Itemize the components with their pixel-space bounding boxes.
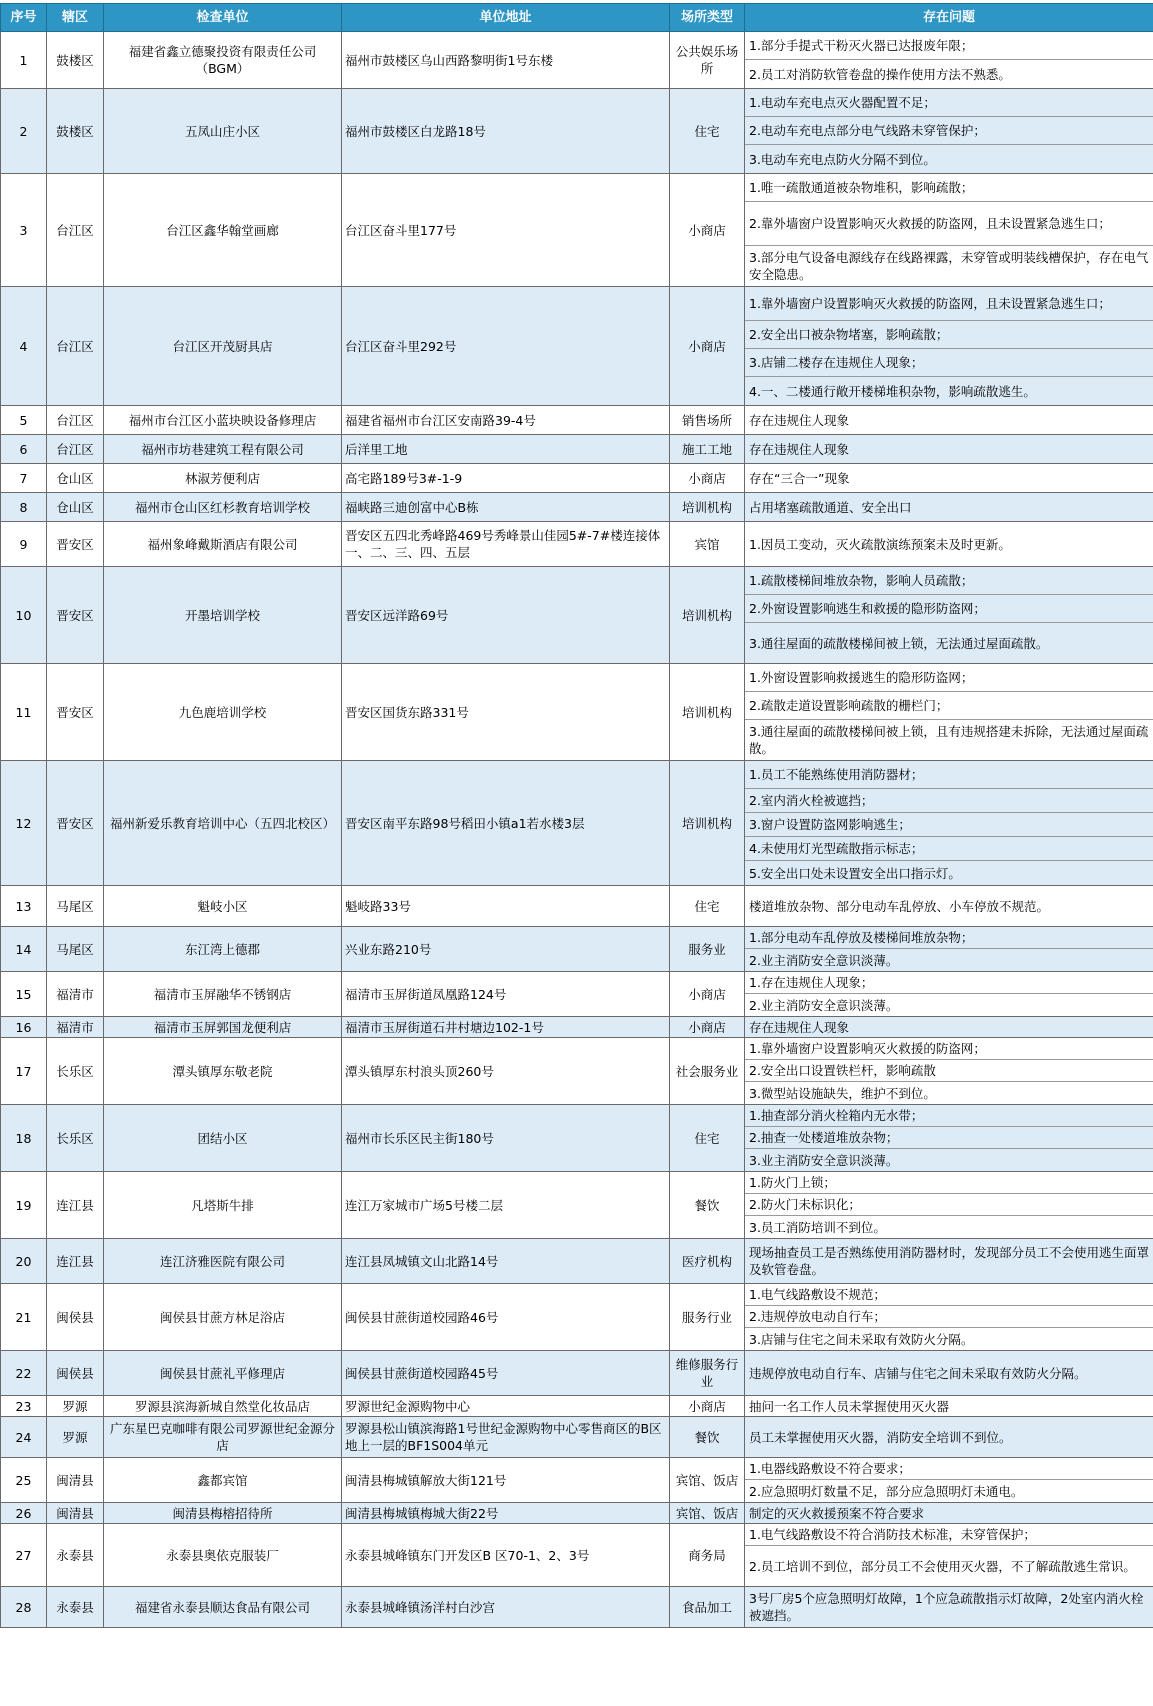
issues-cell	[745, 927, 1153, 972]
address-cell: 福州市长乐区民主街180号	[342, 1105, 670, 1172]
unit-cell: 福清市玉屏郭国龙便利店	[104, 1017, 342, 1038]
unit-cell: 福建省永泰县顺达食品有限公司	[104, 1587, 342, 1628]
unit-cell: 罗源县滨海新城自然堂化妆品店	[104, 1396, 342, 1417]
unit-cell: 开墨培训学校	[104, 567, 342, 664]
header-unit: 检查单位	[104, 4, 342, 32]
header-row	[1, 4, 1153, 32]
issue-line: 3.通往屋面的疏散楼梯间被上锁，且有违规搭建未拆除，无法通过屋面疏散。	[749, 724, 1149, 756]
district-cell: 晋安区	[47, 664, 104, 761]
issue-line: 3.微型站设施缺失，维护不到位。	[749, 1085, 936, 1101]
issue-line: 违规停放电动自行车、店铺与住宅之间未采取有效防火分隔。	[749, 1365, 1087, 1381]
type-cell: 食品加工	[670, 1587, 745, 1628]
unit-cell: 台江区开茂厨具店	[104, 287, 342, 406]
type-cell: 服务业	[670, 927, 745, 972]
issue-line: 5.安全出口处未设置安全出口指示灯。	[749, 865, 961, 881]
issues-cell	[745, 1458, 1153, 1503]
header-type: 场所类型	[670, 4, 745, 32]
issue-line: 制定的灭火救援预案不符合要求	[749, 1505, 925, 1521]
issue-line: 2.业主消防安全意识淡薄。	[749, 952, 899, 968]
district-cell: 罗源	[47, 1396, 104, 1417]
issues-cell	[745, 287, 1153, 406]
address-cell: 罗源世纪金源购物中心	[342, 1396, 670, 1417]
unit-cell: 鑫都宾馆	[104, 1458, 342, 1503]
district-cell: 鼓楼区	[47, 32, 104, 89]
table-row	[1, 1284, 1153, 1351]
issue-line: 存在“三合一”现象	[749, 470, 850, 486]
type-cell: 医疗机构	[670, 1239, 745, 1284]
address-cell: 闽清县梅城镇梅城大街22号	[342, 1503, 670, 1524]
table-row	[1, 493, 1153, 522]
district-cell: 连江县	[47, 1239, 104, 1284]
issue-line: 1.靠外墙窗户设置影响灭火救援的防盗网；	[745, 1038, 1153, 1060]
issue-line: 1.防火门上锁；	[745, 1172, 1153, 1194]
unit-cell: 闽侯县甘蔗礼平修理店	[104, 1351, 342, 1396]
issues-cell	[745, 1503, 1153, 1524]
unit-cell: 闽侯县甘蔗方林足浴店	[104, 1284, 342, 1351]
issue-line: 楼道堆放杂物、部分电动车乱停放、小车停放不规范。	[749, 898, 1050, 914]
type-cell: 培训机构	[670, 493, 745, 522]
issue-line: 2.应急照明灯数量不足，部分应急照明灯未通电。	[749, 1483, 1024, 1499]
issue-line: 3.部分电气设备电源线存在线路裸露，未穿管或明装线槽保护，存在电气安全隐患。	[749, 250, 1149, 282]
address-cell: 晋安区五四北秀峰路469号秀峰景山佳园5#-7#楼连接体一、二、三、四、五层	[342, 522, 670, 567]
issues-cell	[745, 761, 1153, 886]
issue-line: 3.业主消防安全意识淡薄。	[749, 1152, 899, 1168]
table-row	[1, 464, 1153, 493]
unit-cell: 潭头镇厚东敬老院	[104, 1038, 342, 1105]
type-cell: 公共娱乐场所	[670, 32, 745, 89]
table-row	[1, 1017, 1153, 1038]
district-cell: 闽清县	[47, 1503, 104, 1524]
issues-cell	[745, 174, 1153, 287]
unit-cell: 五凤山庄小区	[104, 89, 342, 174]
address-cell: 晋安区国货东路331号	[342, 664, 670, 761]
type-cell: 宾馆	[670, 522, 745, 567]
table-row	[1, 287, 1153, 406]
issues-cell	[745, 664, 1153, 761]
issues-cell	[745, 567, 1153, 664]
address-cell: 福清市玉屏街道石井村塘边102-1号	[342, 1017, 670, 1038]
issue-line: 3号厂房5个应急照明灯故障，1个应急疏散指示灯故障，2处室内消火栓被遮挡。	[749, 1591, 1144, 1623]
issues-cell	[745, 1105, 1153, 1172]
unit-cell: 东江湾上德郡	[104, 927, 342, 972]
issue-line: 1.疏散楼梯间堆放杂物，影响人员疏散；	[745, 567, 1153, 595]
type-cell: 服务行业	[670, 1284, 745, 1351]
row-number: 2	[1, 89, 47, 174]
district-cell: 晋安区	[47, 522, 104, 567]
address-cell: 潭头镇厚东村浪头顶260号	[342, 1038, 670, 1105]
issue-line: 3.电动车充电点防火分隔不到位。	[749, 151, 936, 167]
address-cell: 永泰县城峰镇东门开发区B 区70-1、2、3号	[342, 1524, 670, 1587]
issues-cell	[745, 32, 1153, 89]
issue-line: 4.未使用灯光型疏散指示标志；	[745, 837, 1153, 861]
row-number: 24	[1, 1417, 47, 1458]
district-cell: 闽清县	[47, 1458, 104, 1503]
unit-cell: 福州市仓山区红杉教育培训学校	[104, 493, 342, 522]
table-row	[1, 522, 1153, 567]
row-number: 20	[1, 1239, 47, 1284]
issue-line: 2.靠外墙窗户设置影响灭火救援的防盗网，且未设置紧急逃生口；	[745, 202, 1153, 246]
type-cell: 小商店	[670, 1396, 745, 1417]
issue-line: 3.通往屋面的疏散楼梯间被上锁，无法通过屋面疏散。	[749, 635, 1049, 651]
type-cell: 小商店	[670, 972, 745, 1017]
district-cell: 罗源	[47, 1417, 104, 1458]
type-cell: 社会服务业	[670, 1038, 745, 1105]
table-row	[1, 435, 1153, 464]
table-row	[1, 1458, 1153, 1503]
issues-cell	[745, 406, 1153, 435]
issues-cell	[745, 1524, 1153, 1587]
row-number: 19	[1, 1172, 47, 1239]
unit-cell: 凡塔斯牛排	[104, 1172, 342, 1239]
issue-line: 抽问一名工作人员未掌握使用灭火器	[749, 1398, 950, 1414]
address-cell: 永泰县城峰镇汤洋村白沙宫	[342, 1587, 670, 1628]
district-cell: 闽侯县	[47, 1351, 104, 1396]
type-cell: 宾馆、饭店	[670, 1503, 745, 1524]
issue-line: 1.电器线路敷设不符合要求；	[745, 1458, 1153, 1480]
unit-cell: 福州市台江区小蓝块映设备修理店	[104, 406, 342, 435]
issue-line: 1.唯一疏散通道被杂物堆积，影响疏散；	[745, 174, 1153, 202]
district-cell: 福清市	[47, 1017, 104, 1038]
header-no: 序号	[1, 4, 47, 32]
issues-cell	[745, 886, 1153, 927]
table-row	[1, 406, 1153, 435]
type-cell: 餐饮	[670, 1417, 745, 1458]
unit-cell: 林淑芳便利店	[104, 464, 342, 493]
district-cell: 台江区	[47, 406, 104, 435]
issues-cell	[745, 1038, 1153, 1105]
issues-cell	[745, 493, 1153, 522]
issue-line: 2.安全出口设置铁栏杆，影响疏散	[745, 1060, 1153, 1082]
issue-line: 3.员工消防培训不到位。	[749, 1219, 886, 1235]
issue-line: 1.靠外墙窗户设置影响灭火救援的防盗网，且未设置紧急逃生口；	[745, 287, 1153, 321]
district-cell: 马尾区	[47, 927, 104, 972]
district-cell: 晋安区	[47, 567, 104, 664]
issues-cell	[745, 1587, 1153, 1628]
type-cell: 餐饮	[670, 1172, 745, 1239]
table-row	[1, 927, 1153, 972]
row-number: 3	[1, 174, 47, 287]
district-cell: 晋安区	[47, 761, 104, 886]
table-row	[1, 1524, 1153, 1587]
row-number: 10	[1, 567, 47, 664]
unit-cell: 福州象峰戴斯酒店有限公司	[104, 522, 342, 567]
table-row	[1, 972, 1153, 1017]
issue-line: 1.部分手提式干粉灭火器已达报废年限；	[745, 32, 1153, 60]
header-issues: 存在问题	[745, 4, 1153, 32]
unit-cell: 福建省鑫立德聚投资有限责任公司（BGM）	[104, 32, 342, 89]
district-cell: 长乐区	[47, 1105, 104, 1172]
row-number: 7	[1, 464, 47, 493]
row-number: 5	[1, 406, 47, 435]
table-row	[1, 1038, 1153, 1105]
type-cell: 住宅	[670, 1105, 745, 1172]
header-district: 辖区	[47, 4, 104, 32]
issue-line: 1.部分电动车乱停放及楼梯间堆放杂物；	[745, 927, 1153, 949]
table-row	[1, 664, 1153, 761]
row-number: 12	[1, 761, 47, 886]
issue-line: 2.电动车充电点部分电气线路未穿管保护；	[745, 117, 1153, 145]
type-cell: 维修服务行业	[670, 1351, 745, 1396]
table-body	[1, 32, 1153, 1628]
district-cell: 台江区	[47, 174, 104, 287]
table-row	[1, 1239, 1153, 1284]
row-number: 6	[1, 435, 47, 464]
issues-cell	[745, 1396, 1153, 1417]
issues-cell	[745, 1172, 1153, 1239]
issue-line: 存在违规住人现象	[749, 412, 850, 428]
row-number: 17	[1, 1038, 47, 1105]
issue-line: 2.员工培训不到位，部分员工不会使用灭火器，不了解疏散逃生常识。	[749, 1558, 1136, 1574]
type-cell: 小商店	[670, 174, 745, 287]
row-number: 9	[1, 522, 47, 567]
unit-cell: 福州市坊巷建筑工程有限公司	[104, 435, 342, 464]
table-row	[1, 1587, 1153, 1628]
row-number: 28	[1, 1587, 47, 1628]
issue-line: 2.防火门未标识化；	[745, 1194, 1153, 1216]
address-cell: 兴业东路210号	[342, 927, 670, 972]
address-cell: 连江县凤城镇文山北路14号	[342, 1239, 670, 1284]
issue-line: 2.抽查一处楼道堆放杂物；	[745, 1127, 1153, 1149]
address-cell: 福清市玉屏街道凤凰路124号	[342, 972, 670, 1017]
issue-line: 占用堵塞疏散通道、安全出口	[749, 499, 912, 515]
table-row	[1, 1105, 1153, 1172]
address-cell: 福峡路三迪创富中心B栋	[342, 493, 670, 522]
type-cell: 小商店	[670, 464, 745, 493]
row-number: 27	[1, 1524, 47, 1587]
table-row	[1, 89, 1153, 174]
type-cell: 培训机构	[670, 664, 745, 761]
district-cell: 福清市	[47, 972, 104, 1017]
issue-line: 4.一、二楼通行敞开楼梯堆积杂物，影响疏散逃生。	[749, 383, 1036, 399]
table-row	[1, 1172, 1153, 1239]
issues-cell	[745, 435, 1153, 464]
unit-cell: 福清市玉屏融华不锈钢店	[104, 972, 342, 1017]
unit-cell: 永泰县奥依克服装厂	[104, 1524, 342, 1587]
issues-cell	[745, 1284, 1153, 1351]
issue-line: 2.疏散走道设置影响疏散的栅栏门；	[745, 692, 1153, 720]
address-cell: 台江区奋斗里177号	[342, 174, 670, 287]
type-cell: 培训机构	[670, 761, 745, 886]
table-row	[1, 761, 1153, 886]
type-cell: 商务局	[670, 1524, 745, 1587]
table-row	[1, 1396, 1153, 1417]
row-number: 14	[1, 927, 47, 972]
row-number: 26	[1, 1503, 47, 1524]
issue-line: 3.店铺二楼存在违规住人现象；	[745, 349, 1153, 377]
row-number: 4	[1, 287, 47, 406]
unit-cell: 团结小区	[104, 1105, 342, 1172]
address-cell: 魁岐路33号	[342, 886, 670, 927]
type-cell: 住宅	[670, 89, 745, 174]
issue-line: 1.存在违规住人现象；	[745, 972, 1153, 994]
issue-line: 1.电动车充电点灭火器配置不足；	[745, 89, 1153, 117]
type-cell: 施工工地	[670, 435, 745, 464]
type-cell: 宾馆、饭店	[670, 1458, 745, 1503]
issue-line: 1.电气线路敷设不符合消防技术标准，未穿管保护；	[745, 1524, 1153, 1546]
address-cell: 高宅路189号3#-1-9	[342, 464, 670, 493]
address-cell: 连江万家城市广场5号楼二层	[342, 1172, 670, 1239]
issue-line: 现场抽查员工是否熟练使用消防器材时，发现部分员工不会使用逃生面罩及软管卷盘。	[749, 1245, 1150, 1277]
row-number: 16	[1, 1017, 47, 1038]
row-number: 22	[1, 1351, 47, 1396]
address-cell: 晋安区远洋路69号	[342, 567, 670, 664]
issue-line: 2.违规停放电动自行车；	[745, 1306, 1153, 1328]
address-cell: 福州市鼓楼区白龙路18号	[342, 89, 670, 174]
address-cell: 台江区奋斗里292号	[342, 287, 670, 406]
issues-cell	[745, 1351, 1153, 1396]
unit-cell: 福州新爱乐教育培训中心（五四北校区）	[104, 761, 342, 886]
issue-line: 2.员工对消防软管卷盘的操作使用方法不熟悉。	[749, 66, 1011, 82]
issues-cell	[745, 522, 1153, 567]
address-cell: 福建省福州市台江区安南路39-4号	[342, 406, 670, 435]
issue-line: 2.安全出口被杂物堵塞，影响疏散；	[745, 321, 1153, 349]
issues-cell	[745, 89, 1153, 174]
row-number: 11	[1, 664, 47, 761]
district-cell: 闽侯县	[47, 1284, 104, 1351]
address-cell: 罗源县松山镇滨海路1号世纪金源购物中心零售商区的B区地上一层的BF1S004单元	[342, 1417, 670, 1458]
row-number: 1	[1, 32, 47, 89]
address-cell: 福州市鼓楼区乌山西路黎明街1号东楼	[342, 32, 670, 89]
address-cell: 闽侯县甘蔗街道校园路46号	[342, 1284, 670, 1351]
district-cell: 永泰县	[47, 1524, 104, 1587]
issues-cell	[745, 1239, 1153, 1284]
district-cell: 马尾区	[47, 886, 104, 927]
unit-cell: 广东星巴克咖啡有限公司罗源世纪金源分店	[104, 1417, 342, 1458]
district-cell: 连江县	[47, 1172, 104, 1239]
unit-cell: 魁岐小区	[104, 886, 342, 927]
issue-line: 1.抽查部分消火栓箱内无水带；	[745, 1105, 1153, 1127]
row-number: 13	[1, 886, 47, 927]
table-row	[1, 32, 1153, 89]
address-cell: 后洋里工地	[342, 435, 670, 464]
table-row	[1, 1503, 1153, 1524]
issue-line: 2.室内消火栓被遮挡；	[745, 789, 1153, 813]
row-number: 21	[1, 1284, 47, 1351]
table-row	[1, 174, 1153, 287]
address-cell: 闽清县梅城镇解放大街121号	[342, 1458, 670, 1503]
issue-line: 1.因员工变动，灭火疏散演练预案未及时更新。	[749, 536, 1011, 552]
type-cell: 住宅	[670, 886, 745, 927]
header-address: 单位地址	[342, 4, 670, 32]
issue-line: 1.外窗设置影响救援逃生的隐形防盗网；	[745, 664, 1153, 692]
row-number: 25	[1, 1458, 47, 1503]
inspection-table	[0, 3, 1153, 1628]
issue-line: 2.业主消防安全意识淡薄。	[749, 997, 899, 1013]
address-cell: 闽侯县甘蔗街道校园路45号	[342, 1351, 670, 1396]
issue-line: 2.外窗设置影响逃生和救援的隐形防盗网；	[745, 595, 1153, 623]
type-cell: 销售场所	[670, 406, 745, 435]
issue-line: 员工未掌握使用灭火器，消防安全培训不到位。	[749, 1429, 1012, 1445]
unit-cell: 闽清县梅榕招待所	[104, 1503, 342, 1524]
issues-cell	[745, 464, 1153, 493]
issue-line: 3.窗户设置防盗网影响逃生；	[745, 813, 1153, 837]
row-number: 8	[1, 493, 47, 522]
row-number: 23	[1, 1396, 47, 1417]
issue-line: 存在违规住人现象	[749, 441, 850, 457]
district-cell: 台江区	[47, 287, 104, 406]
issue-line: 存在违规住人现象	[749, 1019, 850, 1035]
table-row	[1, 886, 1153, 927]
district-cell: 鼓楼区	[47, 89, 104, 174]
type-cell: 小商店	[670, 287, 745, 406]
unit-cell: 连江济雅医院有限公司	[104, 1239, 342, 1284]
row-number: 18	[1, 1105, 47, 1172]
type-cell: 培训机构	[670, 567, 745, 664]
district-cell: 仓山区	[47, 493, 104, 522]
issue-line: 3.店铺与住宅之间未采取有效防火分隔。	[749, 1331, 974, 1347]
district-cell: 台江区	[47, 435, 104, 464]
issues-cell	[745, 972, 1153, 1017]
type-cell: 小商店	[670, 1017, 745, 1038]
table-row	[1, 567, 1153, 664]
unit-cell: 九色鹿培训学校	[104, 664, 342, 761]
issues-cell	[745, 1017, 1153, 1038]
address-cell: 晋安区南平东路98号稻田小镇a1若水楼3层	[342, 761, 670, 886]
district-cell: 仓山区	[47, 464, 104, 493]
issue-line: 1.员工不能熟练使用消防器材；	[745, 761, 1153, 789]
unit-cell: 台江区鑫华翰堂画廊	[104, 174, 342, 287]
issues-cell	[745, 1417, 1153, 1458]
district-cell: 永泰县	[47, 1587, 104, 1628]
table-row	[1, 1417, 1153, 1458]
row-number: 15	[1, 972, 47, 1017]
district-cell: 长乐区	[47, 1038, 104, 1105]
issue-line: 1.电气线路敷设不规范；	[745, 1284, 1153, 1306]
table-row	[1, 1351, 1153, 1396]
